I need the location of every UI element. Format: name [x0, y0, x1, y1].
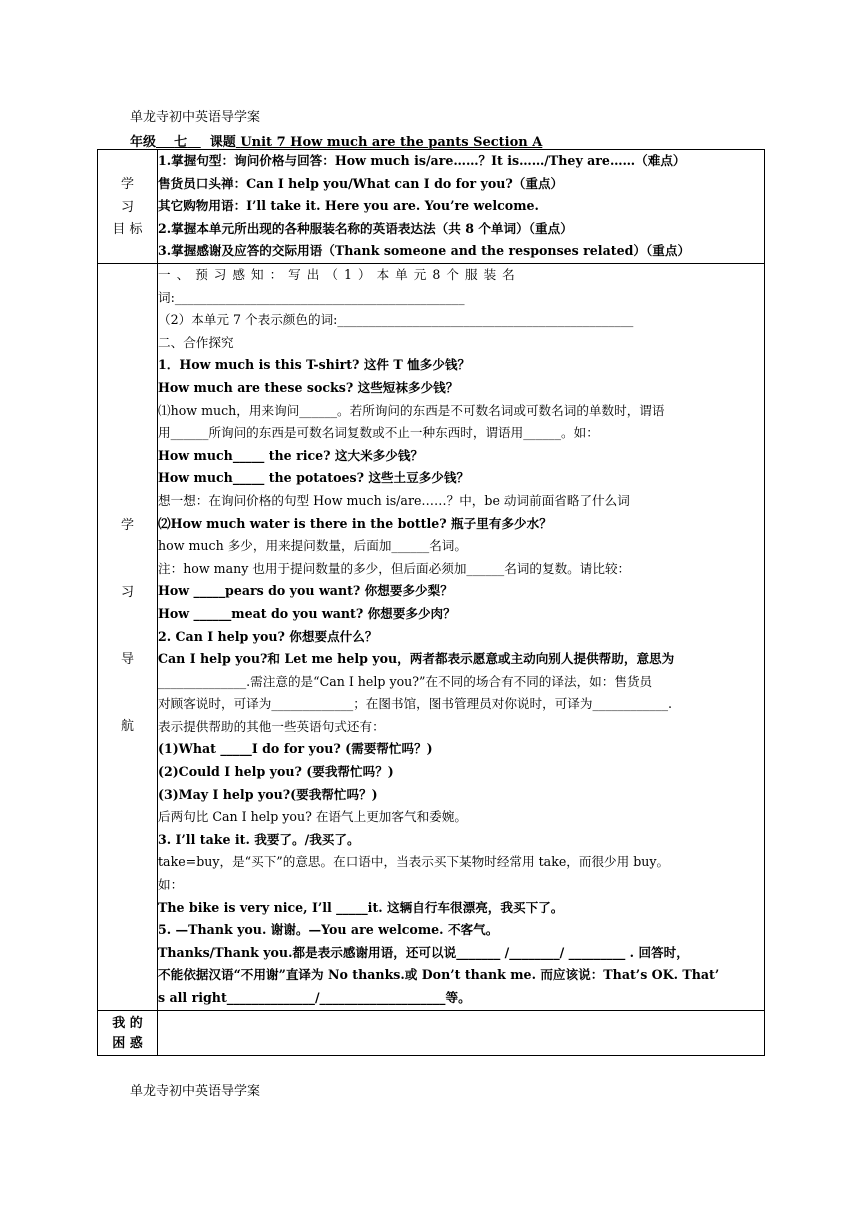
guide-line: 不能依据汉语“不用谢”直译为 No thanks.或 Don’t thank me. 而应该说：That’s OK. That’	[158, 967, 720, 983]
guide-line: How _____pears do you want? 你想要多少梨？	[158, 583, 453, 599]
confusion-label	[98, 1011, 158, 1056]
guide-line: How much are these socks? 这些短袜多少钱？	[158, 379, 459, 395]
guide-line: 5. —Thank you. 谢谢。—You are welcome. 不客气。	[158, 922, 499, 938]
guide-line: 词:______________________________________________	[158, 289, 465, 305]
guide-line: ⑴how much，用来询问______。若所询问的东西是不可数名词或可数名词的单数时，谓语	[158, 402, 665, 418]
objective-line: 其它购物用语：I’ll take it. Here you are. You’re welcome.	[158, 198, 539, 214]
confusion-label-line: 我 的	[112, 1016, 143, 1031]
guide-line: Can I help you?和 Let me help you，两者都表示愿意或主动向别人提供帮助，意思为	[158, 651, 675, 667]
objectives-label-char: 目 标	[112, 222, 143, 238]
guide-line: 3. I’ll take it. 我要了。/我买了。	[158, 831, 360, 847]
objective-line: 3.掌握感谢及应答的交际用语（Thank someone and the responses related）（重点）	[158, 243, 691, 259]
guide-line: (3)May I help you?(要我帮忙吗？)	[158, 786, 378, 802]
guide-line: 二、合作探究	[158, 334, 234, 350]
objectives-label	[98, 150, 158, 264]
objectives-label-char: 学	[120, 177, 134, 192]
guide-label	[98, 264, 158, 1011]
guide-line: Thanks/Thank you.都是表示感谢用语，还可以说_______ /________/ _________ . 回答时，	[158, 944, 689, 960]
objectives-label-char: 习	[120, 199, 134, 215]
guide-row	[98, 264, 765, 1011]
guide-label-char: 习	[120, 585, 134, 600]
grade-label: 年级	[130, 135, 157, 150]
objectives-row	[98, 150, 765, 264]
guide-line: How much_____ the rice? 这大米多少钱？	[158, 447, 424, 463]
guide-line: 一 、 预 习 感 知 ： 写 出 （ 1 ） 本 单 元 8 个 服 装 名	[158, 267, 516, 282]
objective-line: 1.掌握句型：询问价格与回答：How much is/are……？It is……/They are……（难点）	[158, 153, 686, 168]
guide-line: ⑵How much water is there in the bottle? 瓶子里有多少水？	[158, 515, 552, 531]
grade-value: 七	[174, 135, 188, 150]
confusion-answer-area[interactable]	[158, 1011, 765, 1056]
guide-label-char: 学	[120, 518, 134, 533]
guide-line: 表示提供帮助的其他一些英语句式还有：	[158, 718, 385, 734]
guide-label-char: 航	[120, 719, 134, 734]
guide-line: (2)Could I help you? (要我帮忙吗？)	[158, 764, 394, 780]
guide-line: ______________.需注意的是“Can I help you?”在不同的场合有不同的译法，如：售货员	[158, 673, 653, 689]
guide-line: s all right______________/____________________等。	[158, 990, 471, 1005]
guide-line: 后两句比 Can I help you? 在语气上更加客气和委婉。	[158, 809, 467, 825]
page-footer-title: 单龙寺初中英语导学案	[130, 1084, 261, 1099]
guide-line: 用______所询问的东西是可数名词复数或不止一种东西时，谓语用______。如：	[158, 425, 599, 441]
guide-line: How ______meat do you want? 你想要多少肉？	[158, 605, 456, 621]
guide-content	[158, 264, 765, 1011]
topic-value: Unit 7 How much are the pants Section A	[240, 135, 543, 150]
topic-label: 课题	[209, 135, 236, 150]
guide-line: 如：	[158, 877, 184, 893]
guide-line: take=buy，是“买下”的意思。在口语中，当表示买下某物时经常用 take，而很少用 buy。	[158, 854, 670, 870]
page-header-title: 单龙寺初中英语导学案	[130, 110, 261, 125]
guide-line: (1)What _____I do for you? (需要帮忙吗？)	[158, 741, 433, 757]
objective-line: 2.掌握本单元所出现的各种服装名称的英语表达法（共 8 个单词）（重点）	[158, 220, 573, 236]
confusion-row	[98, 1011, 765, 1056]
guide-label-char: 导	[120, 652, 134, 667]
guide-line: The bike is very nice, I’ll _____it. 这辆自行车很漂亮，我买下了。	[158, 899, 564, 915]
objectives-content	[158, 150, 765, 264]
guide-line: 2. Can I help you? 你想要点什么？	[158, 628, 378, 644]
grade-topic-line	[130, 131, 542, 150]
objective-line: 售货员口头禅：Can I help you/What can I do for you?（重点）	[158, 175, 564, 191]
guide-line: （2）本单元 7 个表示颜色的词:_______________________________________________	[158, 312, 634, 328]
guide-line: 注：how many 也用于提问数量的多少，但后面必须加______名词的复数。请比较：	[158, 560, 631, 576]
guide-line: 1．How much is this T-shirt? 这件 T 恤多少钱？	[158, 357, 471, 373]
guide-line: 对顾客说时，可译为_____________；在图书馆，图书管理员对你说时，可译为____________.	[158, 696, 673, 712]
guide-line: How much_____ the potatoes? 这些土豆多少钱？	[158, 470, 470, 486]
guide-line: 想一想：在询问价格的句型 How much is/are……？中，be 动词前面省略了什么词	[158, 492, 630, 508]
guide-line: how much 多少，用来提问数量，后面加______名词。	[158, 538, 467, 554]
lesson-table	[97, 149, 765, 1056]
confusion-label-line: 困 惑	[112, 1036, 143, 1051]
